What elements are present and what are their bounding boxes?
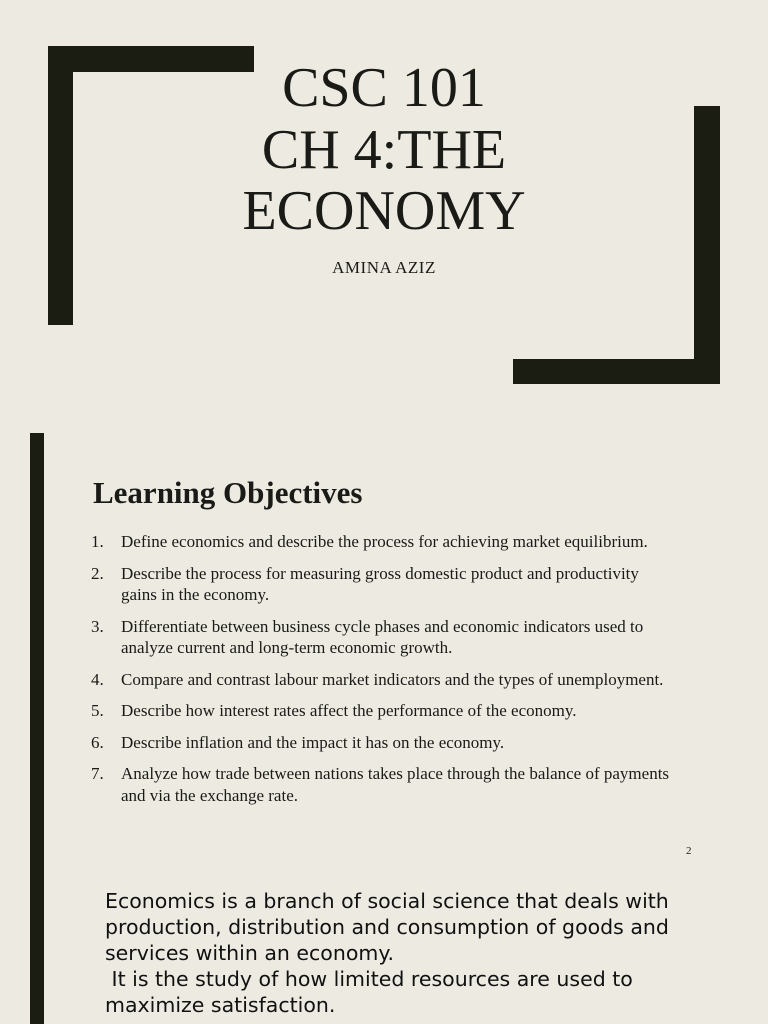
list-item [91, 563, 671, 606]
list-item-number: 1. [91, 532, 104, 551]
list-item [91, 732, 671, 754]
list-item-text: Describe how interest rates affect the performance of the economy. [121, 701, 577, 720]
list-item-text: Describe the process for measuring gross domestic product and productivity gains in the economy. [121, 563, 639, 604]
list-item [91, 669, 671, 691]
title-slide [0, 0, 768, 425]
list-item-number: 6. [91, 732, 104, 752]
definition-text [105, 888, 705, 1018]
slide-number: 2 [686, 845, 692, 857]
author-name: AMINA AZIZ [332, 258, 436, 277]
definition-paragraph: It is the study of how limited resources are used to maximize satisfaction. [105, 967, 640, 1017]
title-line-course: CSC 101 [282, 57, 486, 119]
list-item [91, 616, 671, 659]
objectives-list [91, 531, 671, 816]
title-line-topic: ECONOMY [242, 180, 526, 242]
list-item-number: 7. [91, 764, 104, 783]
slide-heading: Learning Objectives [93, 475, 363, 510]
list-item-number: 3. [91, 616, 104, 636]
accent-bar [30, 433, 44, 865]
list-item [91, 763, 671, 806]
list-item [91, 531, 671, 553]
definition-paragraph: Economics is a branch of social science that deals with production, distribution and consumption of goods and services within an economy. [105, 889, 669, 965]
list-item-text: Differentiate between business cycle phases and economic indicators used to analyze current and long-term economic growth. [121, 616, 644, 657]
title-line-chapter: CH 4:THE [261, 119, 507, 181]
economics-definition-slide [0, 865, 768, 1024]
list-item [91, 700, 671, 722]
learning-objectives-slide [0, 425, 768, 865]
list-item-text: Define economics and describe the process for achieving market equilibrium. [121, 532, 648, 551]
list-item-text: Describe inflation and the impact it has on the economy. [121, 732, 505, 752]
list-item-number: 5. [91, 701, 104, 720]
list-item-text: Analyze how trade between nations takes place through the balance of payments and via the exchange rate. [121, 764, 670, 805]
bottom-right-bracket-horizontal [513, 359, 720, 384]
list-item-text: Compare and contrast labour market indicators and the types of unemployment. [121, 669, 664, 689]
accent-bar [30, 865, 44, 1024]
list-item-number: 2. [91, 563, 104, 583]
list-item-number: 4. [91, 669, 104, 689]
